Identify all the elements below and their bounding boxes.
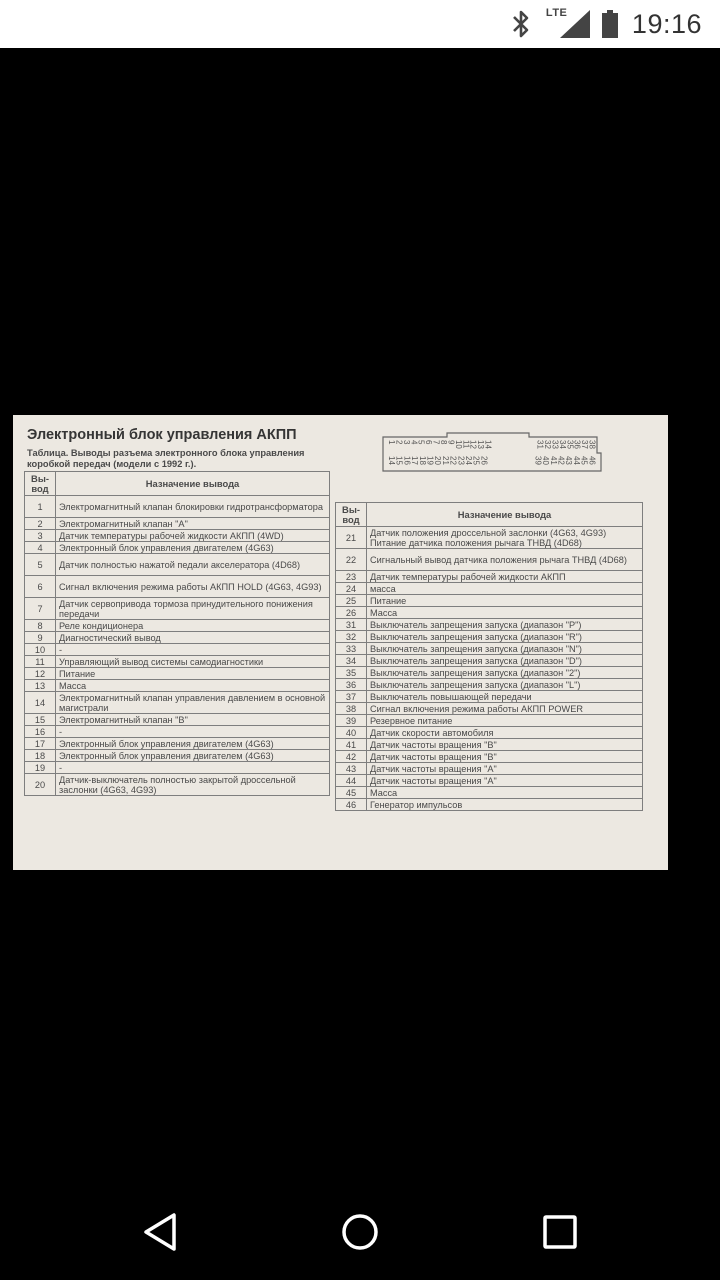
pin-purpose: Электромагнитный клапан управления давлением в основной магистрали — [56, 692, 330, 714]
pin-number: 14 — [25, 692, 56, 714]
pin-number: 39 — [336, 715, 367, 727]
pin-purpose: Выключатель запрещения запуска (диапазон "2") — [367, 667, 643, 679]
table-row — [336, 703, 643, 715]
pin-purpose: Сигнал включения режима работы АКПП POWER — [367, 703, 643, 715]
table-row — [336, 775, 643, 787]
pin-number: 23 — [336, 571, 367, 583]
pin-purpose: Датчик полностью нажатой педали акселератора (4D68) — [56, 554, 330, 576]
pin-purpose: Датчик частоты вращения "А" — [367, 763, 643, 775]
connector-pin-label: 35 — [565, 440, 575, 449]
connector-pin-label: 1 — [387, 440, 396, 445]
pin-purpose: Сигнал включения режима работы АКПП HOLD (4G63, 4G93) — [56, 576, 330, 598]
table-row — [25, 714, 330, 726]
connector-pin-label: 9 — [446, 440, 456, 445]
pin-number: 10 — [25, 644, 56, 656]
table-row — [336, 619, 643, 631]
table-row — [25, 726, 330, 738]
connector-pin-label: 21 — [440, 456, 450, 465]
pin-number: 41 — [336, 739, 367, 751]
connector-pin-label: 43 — [564, 456, 574, 465]
table-row — [336, 549, 643, 571]
pin-number: 25 — [336, 595, 367, 607]
connector-pin-label: 44 — [571, 456, 581, 465]
table-row — [25, 668, 330, 680]
pin-number: 21 — [336, 527, 367, 549]
connector-pin-label: 33 — [550, 440, 560, 449]
table-row — [336, 643, 643, 655]
pin-purpose: Электромагнитный клапан "А" — [56, 518, 330, 530]
table-row — [25, 644, 330, 656]
pin-number: 24 — [336, 583, 367, 595]
right-col-purpose-header: Назначение вывода — [367, 503, 643, 527]
pin-purpose: - — [56, 726, 330, 738]
pin-purpose: Питание — [56, 668, 330, 680]
back-button[interactable] — [136, 1208, 184, 1256]
pin-number: 34 — [336, 655, 367, 667]
table-row — [25, 750, 330, 762]
status-icons — [510, 0, 720, 48]
pin-purpose: - — [56, 644, 330, 656]
connector-pin-label: 25 — [471, 456, 481, 465]
pin-purpose: Электронный блок управления двигателем (4G63) — [56, 738, 330, 750]
connector-pin-label: 18 — [417, 456, 427, 465]
connector-pin-label: 19 — [425, 456, 435, 465]
table-row — [25, 774, 330, 796]
network-label: LTE — [545, 7, 568, 19]
pin-purpose: Выключатель повышающей передачи — [367, 691, 643, 703]
connector-pin-label: 15 — [394, 456, 404, 465]
connector-pin-label: 6 — [424, 440, 434, 445]
home-icon — [340, 1212, 380, 1252]
table-row — [336, 787, 643, 799]
table-row — [25, 692, 330, 714]
pin-purpose: Резервное питание — [367, 715, 643, 727]
table-row — [25, 576, 330, 598]
pin-number: 35 — [336, 667, 367, 679]
pin-number: 38 — [336, 703, 367, 715]
connector-pin-label: 36 — [572, 440, 582, 449]
pin-purpose: Масса — [56, 680, 330, 692]
connector-pin-label: 38 — [587, 440, 597, 449]
connector-pin-label: 37 — [580, 440, 590, 449]
table-row — [336, 527, 643, 549]
pin-number: 40 — [336, 727, 367, 739]
left-col-purpose-header: Назначение вывода — [56, 472, 330, 496]
pin-number: 7 — [25, 598, 56, 620]
table-row — [25, 762, 330, 774]
table-row — [25, 680, 330, 692]
document-caption: Таблица. Выводы разъема электронного блока управления коробкой передач (модели с 1992 г.). — [27, 448, 305, 469]
connector-pin-label: 5 — [416, 440, 426, 445]
pin-purpose: Реле кондиционера — [56, 620, 330, 632]
table-row — [336, 691, 643, 703]
pin-purpose: Датчик положения дроссельной заслонки (4G63, 4G93) Питание датчика положения рычага ТНВД (4D68) — [367, 527, 643, 549]
pin-purpose: Датчик частоты вращения "В" — [367, 739, 643, 751]
connector-pin-label: 20 — [433, 456, 443, 465]
connector-pin-label: 23 — [456, 456, 466, 465]
pin-purpose: Выключатель запрещения запуска (диапазон "D") — [367, 655, 643, 667]
table-row — [336, 667, 643, 679]
table-row — [25, 518, 330, 530]
pin-purpose: Выключатель запрещения запуска (диапазон "R") — [367, 631, 643, 643]
pin-number: 43 — [336, 763, 367, 775]
recents-button[interactable] — [536, 1208, 584, 1256]
table-row — [336, 607, 643, 619]
table-row — [25, 632, 330, 644]
pin-purpose: Питание — [367, 595, 643, 607]
pin-purpose: Датчик температуры рабочей жидкости АКПП (4WD) — [56, 530, 330, 542]
back-icon — [142, 1212, 178, 1252]
pin-purpose: Выключатель запрещения запуска (диапазон "N") — [367, 643, 643, 655]
connector-pin-label: 10 — [453, 440, 463, 449]
signal-icon — [560, 10, 590, 38]
table-row — [25, 530, 330, 542]
pin-number: 32 — [336, 631, 367, 643]
status-bar — [0, 0, 720, 48]
connector-pin-label: 3 — [401, 440, 411, 445]
connector-pin-label: 12 — [468, 440, 478, 449]
table-row — [336, 715, 643, 727]
pin-purpose: - — [56, 762, 330, 774]
pin-number: 2 — [25, 518, 56, 530]
table-row — [336, 763, 643, 775]
right-pin-table — [335, 502, 643, 811]
pin-number: 9 — [25, 632, 56, 644]
right-col-pin-header: Вы-вод — [336, 503, 367, 527]
connector-pin-label: 41 — [548, 456, 558, 465]
left-col-pin-header: Вы-вод — [25, 472, 56, 496]
connector-pin-label: 4 — [409, 440, 419, 445]
pin-number: 5 — [25, 554, 56, 576]
table-row — [336, 751, 643, 763]
table-row — [336, 571, 643, 583]
pin-number: 37 — [336, 691, 367, 703]
pin-number: 8 — [25, 620, 56, 632]
connector-pin-label: 13 — [476, 440, 486, 449]
pin-purpose: масса — [367, 583, 643, 595]
pin-purpose: Диагностический вывод — [56, 632, 330, 644]
pin-purpose: Датчик температуры рабочей жидкости АКПП — [367, 571, 643, 583]
scanned-document-image — [13, 415, 668, 870]
pin-number: 31 — [336, 619, 367, 631]
pin-number: 13 — [25, 680, 56, 692]
pin-number: 12 — [25, 668, 56, 680]
connector-pin-label: 45 — [579, 456, 589, 465]
pin-number: 26 — [336, 607, 367, 619]
connector-pin-label: 16 — [402, 456, 412, 465]
connector-pin-label: 11 — [461, 440, 471, 449]
battery-icon — [602, 10, 618, 38]
table-row — [25, 738, 330, 750]
connector-pin-label: 17 — [410, 456, 420, 465]
pin-purpose: Датчик частоты вращения "А" — [367, 775, 643, 787]
pin-purpose: Электромагнитный клапан "В" — [56, 714, 330, 726]
pin-purpose: Генератор импульсов — [367, 799, 643, 811]
connector-pin-label: 14 — [483, 440, 493, 449]
table-row — [336, 595, 643, 607]
connector-pin-label: 39 — [533, 456, 543, 465]
pin-number: 11 — [25, 656, 56, 668]
pin-purpose: Электронный блок управления двигателем (4G63) — [56, 750, 330, 762]
document-title: Электронный блок управления АКПП — [27, 427, 297, 443]
recents-icon — [542, 1214, 578, 1250]
pin-number: 44 — [336, 775, 367, 787]
table-row — [336, 583, 643, 595]
left-pin-table — [24, 471, 330, 796]
table-row — [25, 542, 330, 554]
pin-purpose: Датчик скорости автомобиля — [367, 727, 643, 739]
status-clock: 19:16 — [631, 8, 702, 39]
connector-pin-label: 32 — [543, 440, 552, 449]
pin-purpose: Выключатель запрещения запуска (диапазон "L") — [367, 679, 643, 691]
pin-number: 36 — [336, 679, 367, 691]
table-row — [336, 655, 643, 667]
connector-pin-label: 8 — [439, 440, 448, 445]
pin-number: 33 — [336, 643, 367, 655]
pin-purpose: Датчик частоты вращения "В" — [367, 751, 643, 763]
pin-purpose: Датчик сервопривода тормоза принудительного понижения передачи — [56, 598, 330, 620]
connector-pin-label: 2 — [394, 440, 404, 445]
pin-purpose: Масса — [367, 607, 643, 619]
connector-pin-label: 42 — [556, 456, 566, 465]
connector-pin-label: 31 — [535, 440, 545, 449]
table-row — [336, 727, 643, 739]
connector-pin-label: 22 — [448, 456, 458, 465]
connector-pin-label: 46 — [587, 456, 597, 465]
connector-pin-label: 24 — [464, 456, 474, 465]
pin-number: 17 — [25, 738, 56, 750]
connector-diagram — [379, 431, 603, 473]
pin-purpose: Выключатель запрещения запуска (диапазон "Р") — [367, 619, 643, 631]
pin-number: 19 — [25, 762, 56, 774]
pin-number: 16 — [25, 726, 56, 738]
connector-pin-label: 26 — [479, 456, 489, 465]
connector-pin-label: 34 — [557, 440, 567, 449]
pin-number: 1 — [25, 496, 56, 518]
pin-number: 42 — [336, 751, 367, 763]
connector-pin-label: 7 — [431, 440, 441, 445]
connector-pin-label: 14 — [387, 456, 396, 465]
table-row — [25, 554, 330, 576]
table-row — [25, 620, 330, 632]
table-row — [336, 739, 643, 751]
pin-number: 45 — [336, 787, 367, 799]
connector-pin-label: 40 — [541, 456, 551, 465]
network-indicator — [546, 7, 590, 41]
home-button[interactable] — [336, 1208, 384, 1256]
pin-number: 4 — [25, 542, 56, 554]
table-row — [336, 631, 643, 643]
table-row — [336, 679, 643, 691]
pin-number: 22 — [336, 549, 367, 571]
pin-purpose: Масса — [367, 787, 643, 799]
pin-purpose: Управляющий вывод системы самодиагностики — [56, 656, 330, 668]
pin-number: 46 — [336, 799, 367, 811]
table-row — [25, 598, 330, 620]
pin-number: 15 — [25, 714, 56, 726]
pin-purpose: Датчик-выключатель полностью закрытой дроссельной заслонки (4G63, 4G93) — [56, 774, 330, 796]
pin-number: 3 — [25, 530, 56, 542]
table-row — [336, 799, 643, 811]
pin-purpose: Сигнальный вывод датчика положения рычага ТНВД (4D68) — [367, 549, 643, 571]
table-row — [25, 496, 330, 518]
table-row — [25, 656, 330, 668]
navigation-bar — [0, 1184, 720, 1280]
pin-number: 6 — [25, 576, 56, 598]
pin-number: 20 — [25, 774, 56, 796]
pin-purpose: Электронный блок управления двигателем (4G63) — [56, 542, 330, 554]
bluetooth-icon — [510, 9, 532, 39]
pin-number: 18 — [25, 750, 56, 762]
pin-purpose: Электромагнитный клапан блокировки гидротрансформатора — [56, 496, 330, 518]
